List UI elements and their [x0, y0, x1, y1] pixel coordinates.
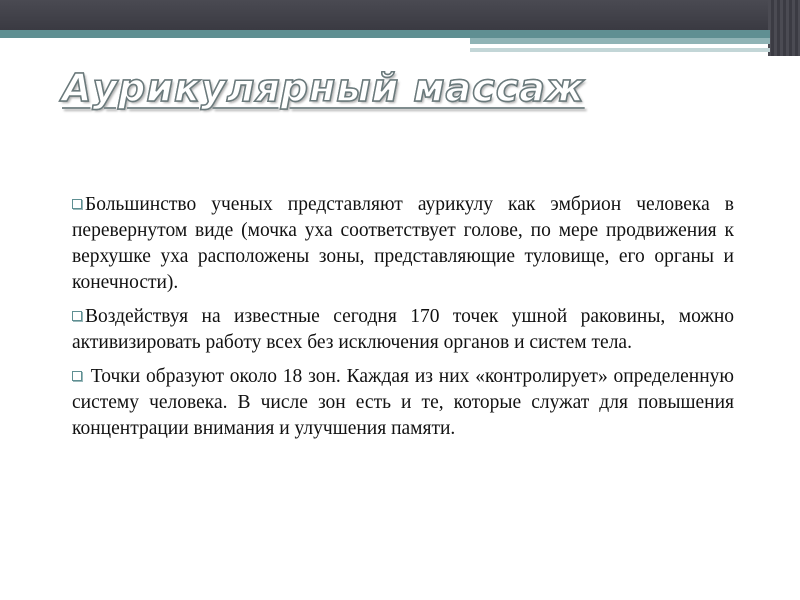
slide-title: Аурикулярный массаж — [62, 66, 585, 110]
teal-decor-line-tertiary — [470, 48, 770, 52]
hollow-square-bullet-icon — [72, 199, 82, 209]
slide-body — [72, 192, 734, 450]
hollow-square-bullet-icon — [72, 371, 82, 381]
teal-decor-line-secondary — [470, 38, 770, 44]
teal-decor-line — [0, 30, 770, 38]
bullet-item — [72, 192, 734, 296]
bullet-text: Воздействуя на известные сегодня 170 точек ушной раковины, можно активизировать работу всех без исключения органов и систем тела. — [72, 306, 734, 353]
bullet-item — [72, 364, 734, 442]
hollow-square-bullet-icon — [72, 311, 82, 321]
corner-decor-block — [768, 0, 800, 56]
bullet-text: Точки образуют около 18 зон. Каждая из них «контролирует» определенную систему человека. В числе зон есть и те, которые служат для повышения концентрации внимания и улучшения памяти. — [72, 366, 734, 439]
bullet-text: Большинство ученых представляют аурикулу как эмбрион человека в перевернутом виде (мочка уха соответствует голове, по мере продвижения к верхушке уха расположены зоны, представляющие туловище, его органы и конечности). — [72, 194, 734, 293]
bullet-item — [72, 304, 734, 356]
top-decor-bar — [0, 0, 800, 30]
